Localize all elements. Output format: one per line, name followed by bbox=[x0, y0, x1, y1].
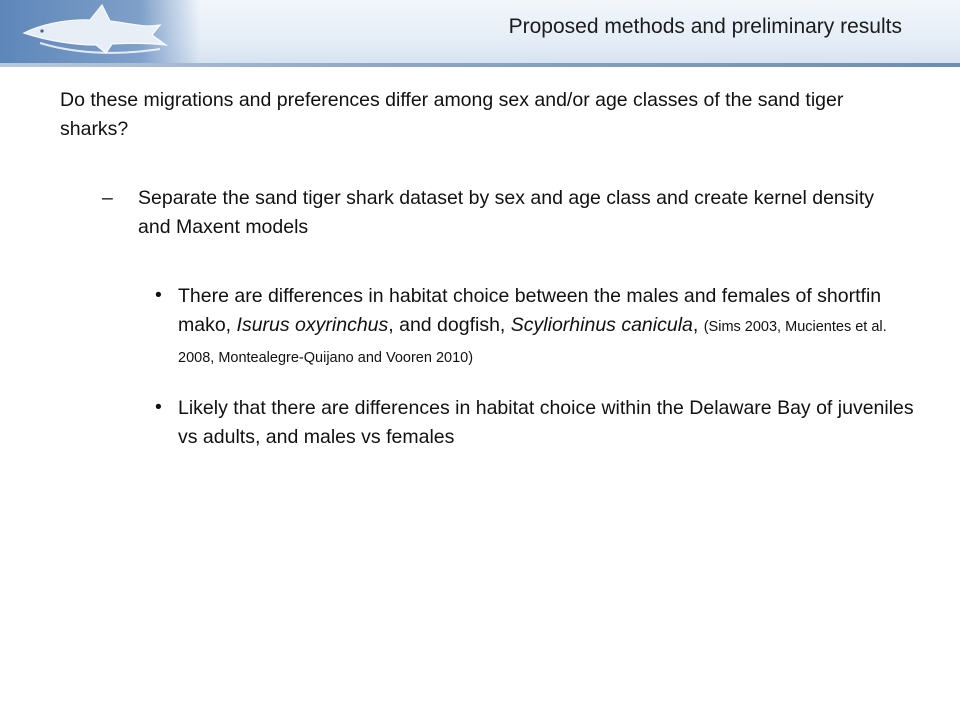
bullet-marker: • bbox=[155, 396, 162, 418]
finding-item-2 bbox=[155, 394, 915, 452]
method-item bbox=[102, 184, 892, 242]
logo-panel bbox=[0, 0, 200, 64]
finding-text-part: , and dogfish, bbox=[388, 314, 511, 336]
species-name: Scyliorhinus canicula bbox=[510, 314, 693, 336]
citation: (Sims 2003, Mucientes et al. 2008, Montealegre-Quijano and Vooren 2010) bbox=[178, 319, 887, 366]
header-divider bbox=[0, 63, 960, 67]
dash-marker: – bbox=[102, 187, 113, 209]
species-name: Isurus oxyrinchus bbox=[236, 314, 389, 336]
method-text: Separate the sand tiger shark dataset by sex and age class and create kernel density and Maxent models bbox=[138, 187, 875, 238]
finding-item-1 bbox=[155, 282, 915, 373]
finding-text bbox=[178, 282, 915, 373]
finding-text-part: , bbox=[692, 314, 704, 336]
finding-text: Likely that there are differences in habitat choice within the Delaware Bay of juveniles vs adults, and males vs females bbox=[178, 397, 914, 448]
slide-title: Proposed methods and preliminary results bbox=[508, 15, 902, 38]
finding-text-part: There are differences in habitat choice between the males and females of shortfin mako, bbox=[178, 285, 882, 336]
research-question: Do these migrations and preferences differ among sex and/or age classes of the sand tiger sharks? bbox=[60, 89, 844, 140]
shark-logo-icon bbox=[20, 3, 170, 61]
slide-header bbox=[0, 0, 960, 64]
bullet-marker: • bbox=[155, 284, 162, 306]
